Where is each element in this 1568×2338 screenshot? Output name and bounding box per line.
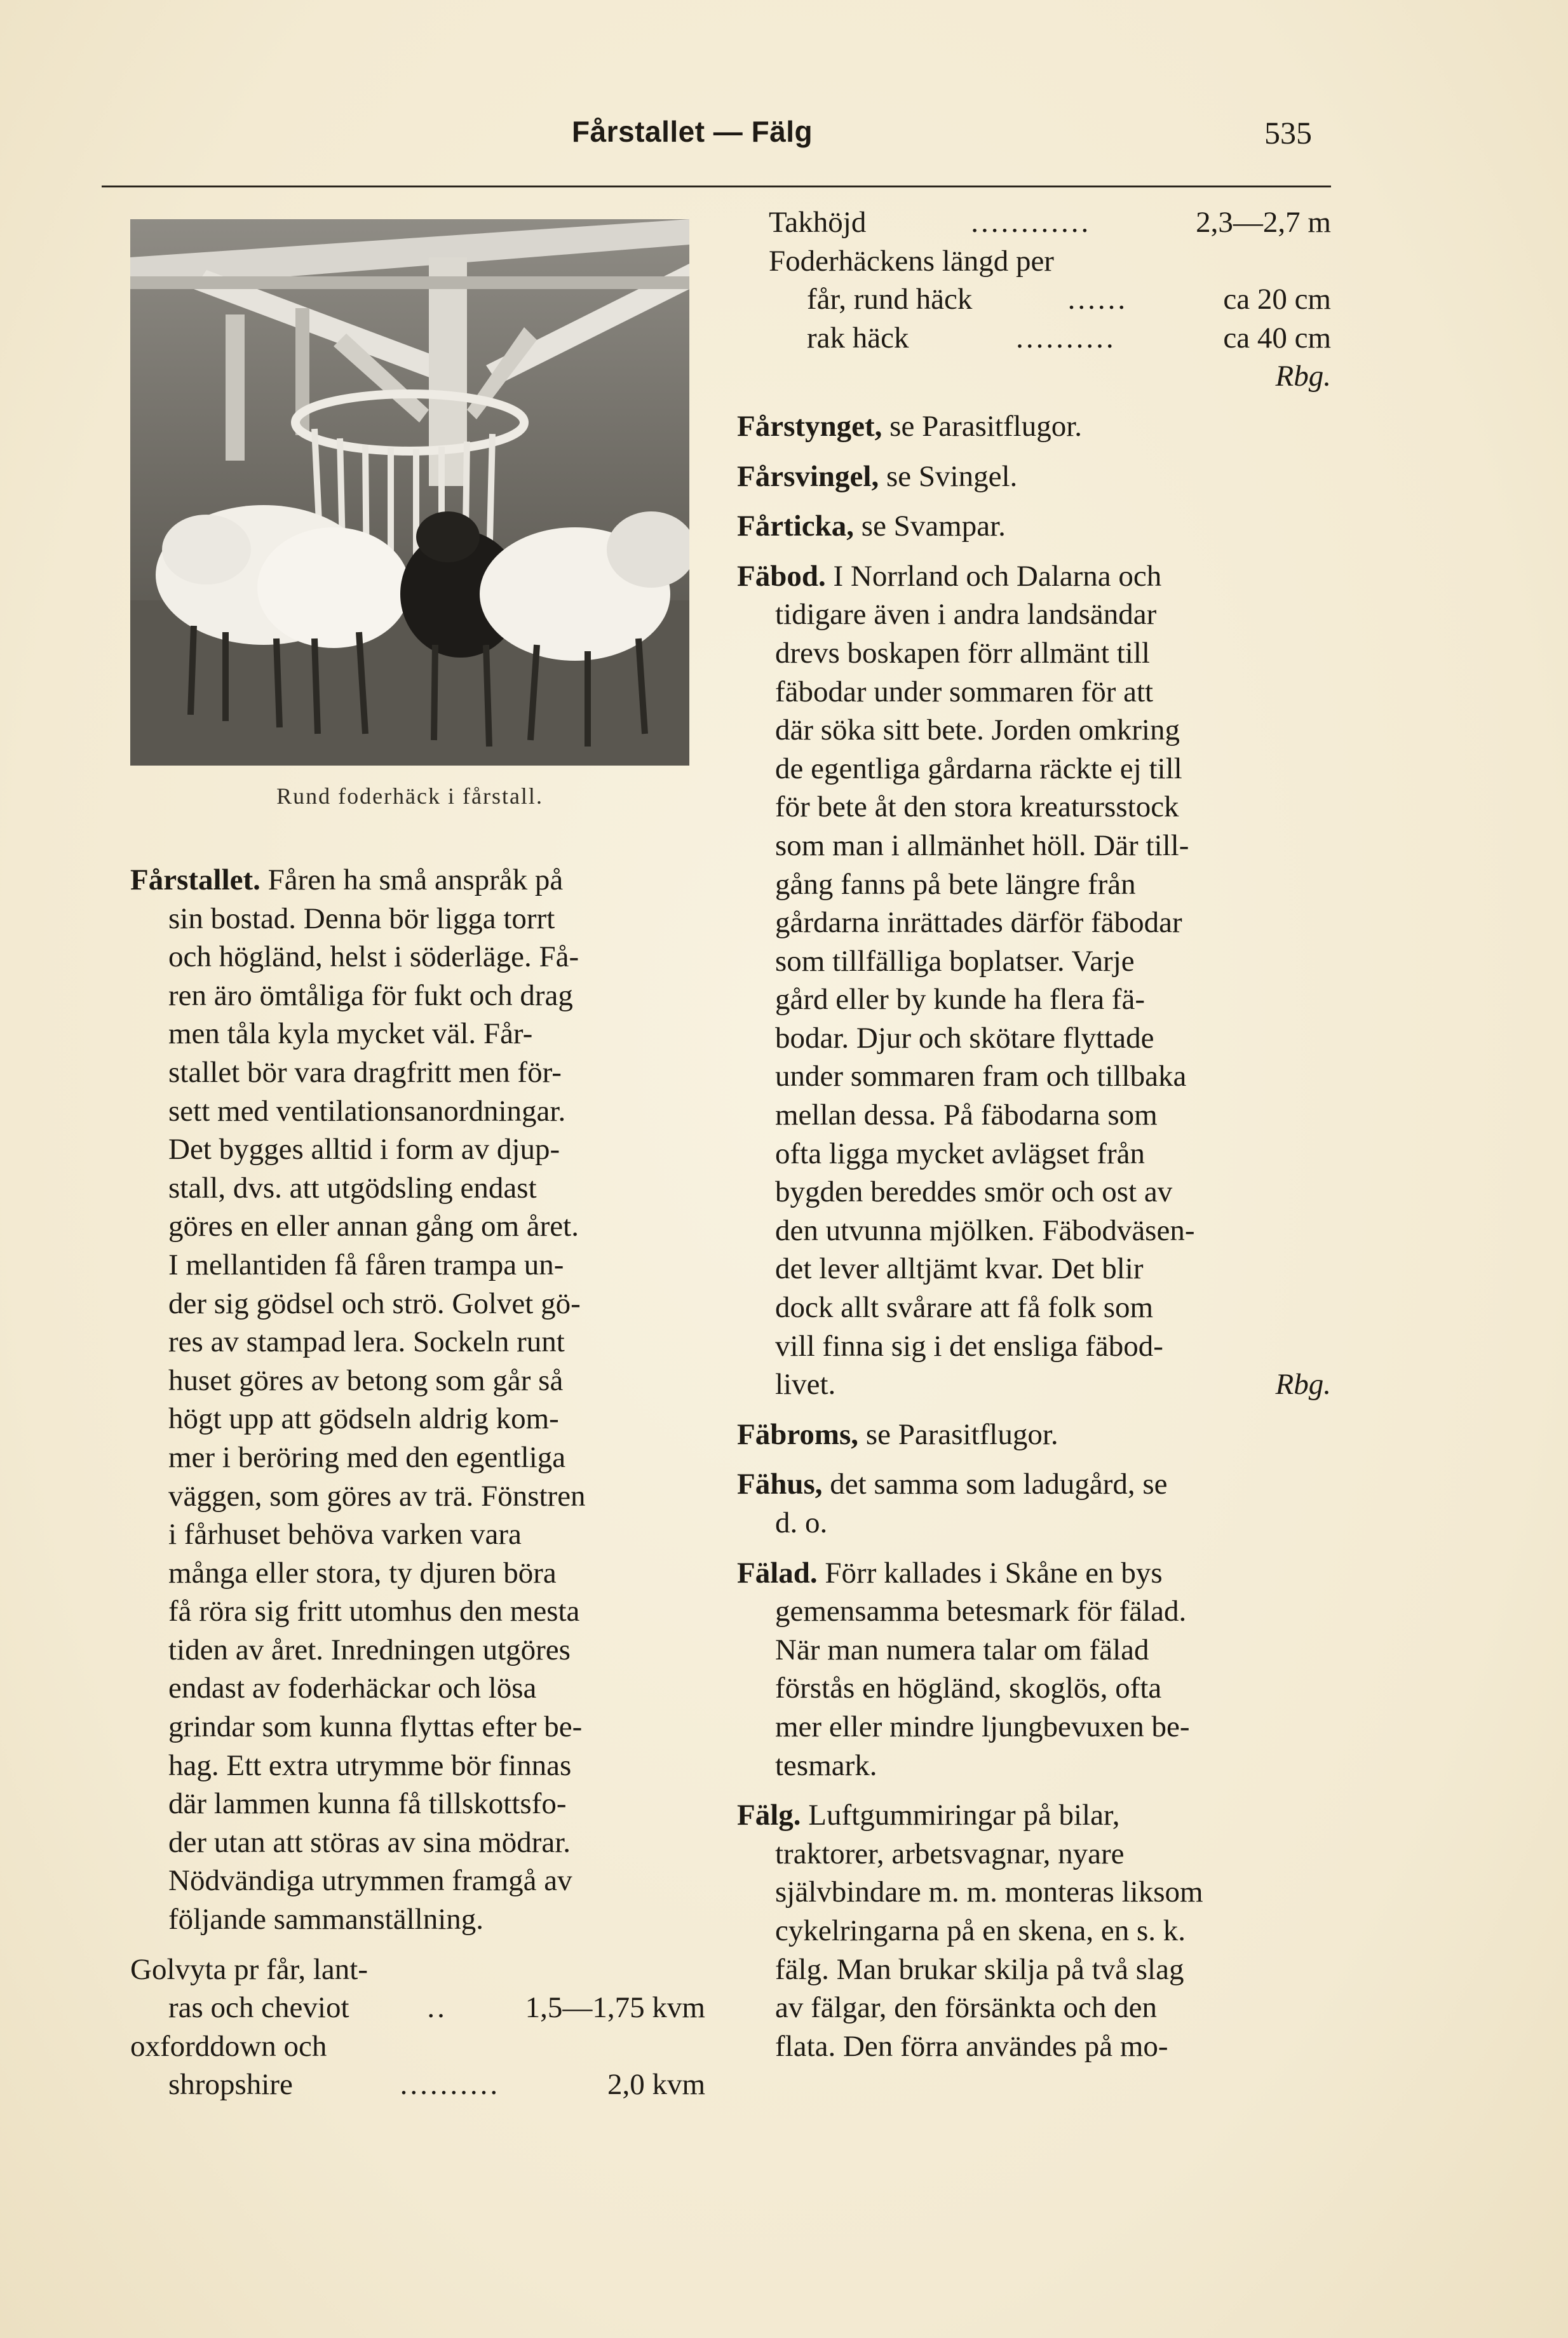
entry-line: Förr kallades i Skåne en bys (817, 1556, 1163, 1590)
entry-line: dock allt svårare att få folk som (775, 1291, 1154, 1325)
entry-term: Fårstynget, (737, 409, 882, 443)
header-rule (102, 186, 1331, 187)
table-row (769, 319, 1331, 358)
entry-term: Fähus, (737, 1468, 823, 1501)
entry-body (737, 1835, 1331, 2066)
entry-line: traktorer, arbetsvagnar, nyare (775, 1837, 1125, 1870)
entry-line: i fårhuset behöva varken vara (168, 1518, 522, 1551)
entry-line: d. o. (775, 1506, 828, 1539)
entry-line: huset göres av betong som går så (168, 1363, 564, 1397)
author-signature: Rbg. (1275, 360, 1331, 393)
entry-line: bygden bereddes smör och ost av (775, 1175, 1173, 1209)
sheep-stall-photo (130, 219, 689, 766)
spacer (130, 1939, 705, 1950)
spacer (737, 1785, 1331, 1796)
figure-caption: Rund foderhäck i fårstall. (276, 783, 543, 809)
entry-term: Fårstallet. (130, 863, 260, 896)
entry-farstallet (130, 861, 705, 900)
entry-farstynget (737, 407, 1331, 446)
spacer (737, 396, 1331, 407)
entry-line: där söka sitt bete. Jorden omkring (775, 713, 1180, 747)
entry-line: bodar. Djur och skötare flyttade (775, 1021, 1154, 1055)
table-label: rak häck (807, 321, 909, 355)
spacer (737, 1543, 1331, 1554)
entry-line: högt upp att gödseln aldrig kom- (168, 1402, 559, 1436)
entry-line: för bete åt den stora kreatursstock (775, 790, 1179, 824)
table-row (130, 2065, 705, 2104)
table-leader: .......... (400, 2068, 501, 2102)
entry-text: se Svampar. (854, 510, 1006, 543)
page-number: 535 (1264, 115, 1312, 151)
entry-line: de egentliga gårdarna räckte ej till (775, 752, 1182, 785)
entry-line: stallet bör vara dragfritt men för- (168, 1055, 562, 1089)
table-value: 2,0 kvm (607, 2068, 705, 2102)
entry-line: som man i allmänhet höll. Där till- (775, 828, 1189, 862)
table-leader: .. (427, 1991, 447, 2025)
table-value: ca 20 cm (1223, 283, 1331, 316)
entry-line: tidigare även i andra landsändar (775, 598, 1157, 632)
entry-body (737, 595, 1331, 1403)
table-row (769, 280, 1331, 319)
entry-farticka (737, 507, 1331, 546)
entry-line: fälg. Man brukar skilja på två slag (775, 1952, 1184, 1986)
author-signature: Rbg. (1275, 1368, 1331, 1402)
dimensions-table (737, 203, 1331, 396)
table-label: ras och cheviot (168, 1991, 349, 2025)
entry-line: drevs boskapen förr allmänt till (775, 636, 1150, 670)
entry-line: den utvunna mjölken. Fäbodväsen- (775, 1213, 1195, 1247)
entry-text: se Parasitflugor. (882, 409, 1083, 443)
entry-term: Fäbroms, (737, 1417, 859, 1451)
entry-line: gårdarna inrättades därför fäbodar (775, 906, 1182, 940)
sheep-stall-illustration (130, 219, 689, 766)
spacer (737, 546, 1331, 557)
entry-line: mellan dessa. På fäbodarna som (775, 1098, 1158, 1132)
entry-term: Fälg. (737, 1799, 801, 1832)
entry-fabroms (737, 1416, 1331, 1454)
entry-line: vill finna sig i det ensliga fäbod- (775, 1329, 1163, 1363)
table-leader: .......... (1016, 321, 1116, 355)
entry-line: res av stampad lera. Sockeln runt (168, 1325, 565, 1359)
entry-line: tiden av året. Inredningen utgöres (168, 1633, 571, 1666)
table-label: får, rund häck (807, 283, 973, 316)
table-value: 1,5—1,75 kvm (525, 1991, 705, 2025)
entry-line: av fälgar, den försänkta och den (775, 1991, 1158, 2025)
entry-line: ofta ligga mycket avlägset från (775, 1137, 1146, 1170)
table-label: oxforddown och (130, 2029, 327, 2063)
entry-text: se Parasitflugor. (858, 1417, 1058, 1451)
entry-line: väggen, som göres av trä. Fönstren (168, 1479, 586, 1513)
entry-fabod (737, 557, 1331, 596)
entry-line: Fåren ha små anspråk på (260, 863, 564, 896)
floor-area-table (130, 1950, 705, 2104)
page-header (0, 114, 1568, 165)
entry-line: ren äro ömtåliga för fukt och drag (168, 978, 573, 1012)
left-column (130, 861, 705, 2104)
entry-line: där lammen kunna få tillskottsfo- (168, 1787, 567, 1821)
entry-line: I Norrland och Dalarna och (825, 559, 1162, 593)
entry-line: under sommaren fram och tillbaka (775, 1060, 1187, 1093)
entry-line: cykelringarna på en skena, en s. k. (775, 1914, 1186, 1947)
spacer (737, 446, 1331, 457)
entry-body (130, 900, 705, 1939)
entry-text: se Svingel. (879, 459, 1018, 493)
entry-line: följande sammanställning. (168, 1903, 484, 1936)
entry-line: stall, dvs. att utgödsling endast (168, 1171, 537, 1205)
table-leader: ...... (1067, 283, 1128, 316)
entry-line: Nödvändiga utrymmen framgå av (168, 1864, 572, 1898)
entry-line: sett med ventilationsanordningar. (168, 1094, 566, 1128)
entry-line: som tillfälliga boplatser. Varje (775, 944, 1135, 978)
entry-line: Det bygges alltid i form av djup- (168, 1133, 560, 1166)
entry-line: I mellantiden få fåren trampa un- (168, 1248, 564, 1281)
entry-falg (737, 1796, 1331, 1835)
entry-line: sin bostad. Denna bör ligga torrt (168, 902, 555, 935)
table-label: Takhöjd (769, 206, 867, 239)
entry-line: livet. (775, 1368, 836, 1402)
table-row (769, 203, 1331, 242)
entry-term: Fäbod. (737, 559, 826, 593)
entry-line: flata. Den förra användes på mo- (775, 2029, 1168, 2063)
entry-line: självbindare m. m. monteras liksom (775, 1875, 1203, 1909)
entry-line: gård eller by kunde ha flera fä- (775, 983, 1145, 1017)
entry-line: der utan att störas av sina mödrar. (168, 1825, 571, 1859)
entry-line: förstås en högländ, skoglös, ofta (775, 1672, 1162, 1705)
entry-line: endast av foderhäckar och lösa (168, 1672, 537, 1705)
entry-line: många eller stora, ty djuren böra (168, 1556, 557, 1590)
entry-line: mer eller mindre ljungbevuxen be- (775, 1710, 1190, 1743)
entry-line: grindar som kunna flyttas efter be- (168, 1710, 583, 1744)
spacer (737, 1404, 1331, 1416)
entry-line: fäbodar under sommaren för att (775, 675, 1154, 708)
entry-falad (737, 1554, 1331, 1593)
entry-line: hag. Ett extra utrymme bör finnas (168, 1748, 572, 1782)
entry-line: göres en eller annan gång om året. (168, 1210, 579, 1243)
entry-line: Luftgummiringar på bilar, (801, 1799, 1120, 1832)
entry-last-line (775, 1365, 1331, 1404)
entry-line: När man numera talar om fälad (775, 1633, 1149, 1666)
entry-farsvingel (737, 457, 1331, 496)
entry-line: det lever alltjämt kvar. Det blir (775, 1252, 1144, 1286)
table-label: shropshire (168, 2068, 293, 2102)
entry-term: Fårticka, (737, 510, 855, 543)
table-label: Foderhäckens längd per (769, 244, 1054, 278)
entry-line: få röra sig fritt utomhus den mesta (168, 1595, 580, 1628)
spacer (737, 496, 1331, 507)
entry-fahus (737, 1465, 1331, 1504)
entry-line: mer i beröring med den egentliga (168, 1440, 566, 1474)
entry-line: men tåla kyla mycket väl. Får- (168, 1017, 533, 1051)
right-column (737, 203, 1331, 2065)
entry-line: gång fanns på bete längre från (775, 867, 1136, 901)
entry-line: gemensamma betesmark för fälad. (775, 1595, 1187, 1628)
entry-term: Fårsvingel, (737, 459, 879, 493)
entry-line: och högländ, helst i söderläge. Få- (168, 940, 579, 974)
entry-text: det samma som ladugård, se (822, 1468, 1168, 1501)
table-value: 2,3—2,7 m (1196, 206, 1331, 239)
entry-term: Fälad. (737, 1556, 818, 1590)
entry-line: tesmark. (775, 1748, 877, 1782)
table-leader: ............ (971, 206, 1092, 239)
table-value: ca 40 cm (1223, 321, 1331, 355)
table-label: Golvyta pr får, lant- (130, 1952, 368, 1986)
entry-body (737, 1592, 1331, 1785)
table-row (130, 1989, 705, 2027)
entry-line: der sig gödsel och strö. Golvet gö- (168, 1287, 581, 1320)
spacer (737, 1454, 1331, 1465)
running-title: Fårstallet — Fälg (572, 115, 813, 148)
